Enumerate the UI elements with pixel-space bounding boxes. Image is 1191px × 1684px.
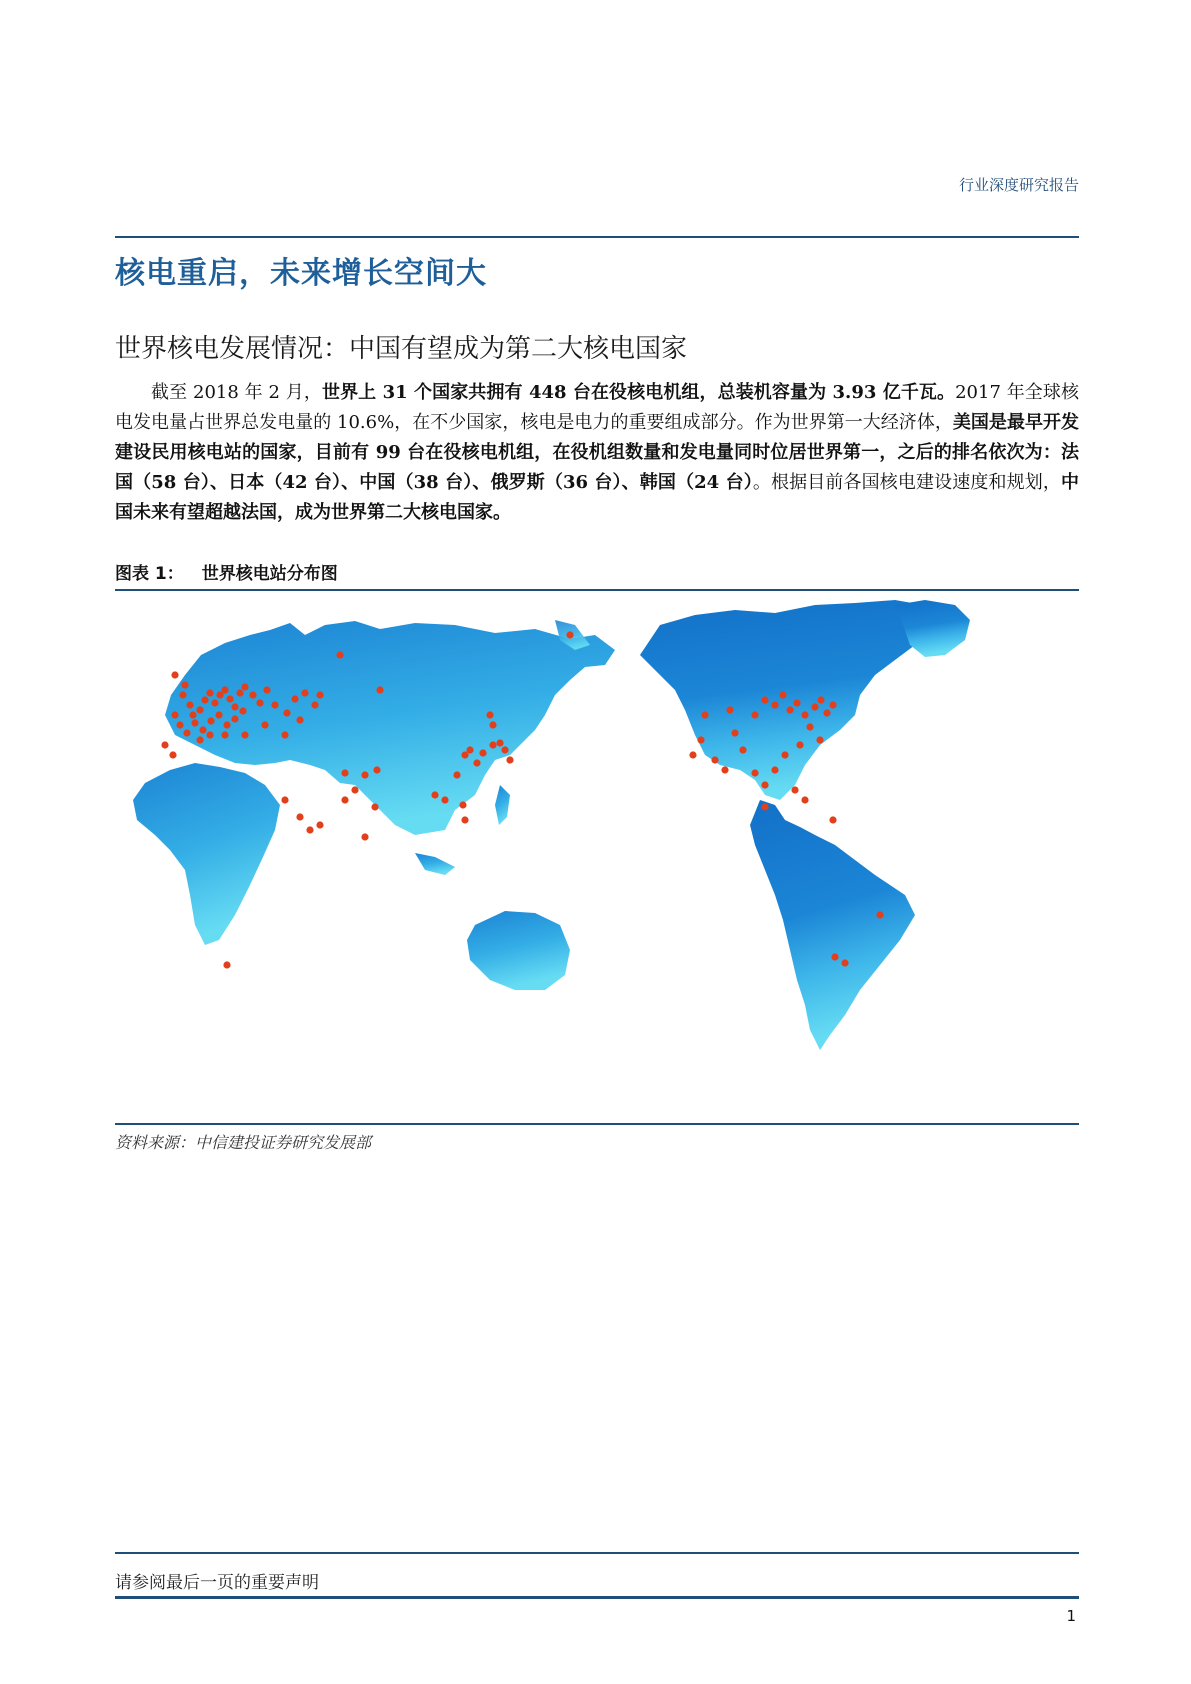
plant-dot: [461, 816, 468, 823]
plant-dot: [479, 749, 486, 756]
plant-dot: [841, 959, 848, 966]
plant-dot: [261, 721, 268, 728]
plant-dot: [761, 696, 768, 703]
plant-dot: [689, 751, 696, 758]
plant-dot: [431, 791, 438, 798]
plant-dot: [781, 751, 788, 758]
plant-dot: [701, 711, 708, 718]
plant-dot: [256, 699, 263, 706]
plant-dot: [249, 691, 256, 698]
plant-dot: [796, 741, 803, 748]
plant-dot: [221, 731, 228, 738]
plant-dot: [817, 696, 824, 703]
plant-dot: [731, 729, 738, 736]
plant-dot: [489, 741, 496, 748]
plant-dot: [316, 691, 323, 698]
plant-dot: [221, 686, 228, 693]
plant-dot: [306, 826, 313, 833]
plant-dot: [196, 706, 203, 713]
plant-dot: [226, 695, 233, 702]
plant-dot: [281, 731, 288, 738]
plant-dot: [179, 691, 186, 698]
figure-source: 资料来源：中信建投证券研究发展部: [115, 1133, 372, 1152]
plant-dot: [361, 833, 368, 840]
plant-dot: [206, 731, 213, 738]
page-number: 1: [1066, 1607, 1076, 1625]
plant-dot: [829, 701, 836, 708]
paragraph-run-5: 中国未来有望超越法国，成为世界第二大核电国家。: [115, 472, 1079, 523]
plant-dot: [296, 716, 303, 723]
plant-dot: [189, 711, 196, 718]
figure-title: 世界核电站分布图: [201, 564, 338, 584]
plant-dot: [786, 706, 793, 713]
plant-dot: [215, 711, 222, 718]
plant-dot: [263, 686, 270, 693]
plant-dot: [761, 781, 768, 788]
plant-dot: [761, 803, 768, 810]
plant-dot: [211, 699, 218, 706]
plant-dot: [361, 771, 368, 778]
plant-dot: [283, 709, 290, 716]
plant-dot: [239, 707, 246, 714]
paragraph-run-1: 世界上 31 个国家共拥有 448 台在役核电机组，总装机容量为 3.93 亿千瓦。: [321, 382, 956, 403]
plant-dot: [751, 711, 758, 718]
plant-dot: [876, 911, 883, 918]
figure-bottom-divider: [115, 1123, 1079, 1125]
plant-dot: [373, 766, 380, 773]
plant-dot: [191, 719, 198, 726]
western-hemisphere: [640, 600, 970, 1050]
plant-dot: [371, 803, 378, 810]
plant-dot: [223, 721, 230, 728]
plant-dot: [236, 689, 243, 696]
plant-dot: [291, 695, 298, 702]
plant-dot: [169, 751, 176, 758]
plant-dot: [751, 769, 758, 776]
plant-dot: [311, 701, 318, 708]
plant-dot: [201, 696, 208, 703]
footer-top-divider: [115, 1552, 1079, 1554]
plant-dot: [771, 701, 778, 708]
plant-dot: [811, 703, 818, 710]
plant-dot: [281, 796, 288, 803]
plant-dot: [186, 701, 193, 708]
plant-dot: [241, 731, 248, 738]
plant-dot: [336, 651, 343, 658]
plant-dot: [566, 631, 573, 638]
plant-dot: [793, 699, 800, 706]
plant-dot: [199, 726, 206, 733]
plant-dot: [496, 739, 503, 746]
plant-dot: [823, 709, 830, 716]
plant-dot: [351, 786, 358, 793]
plant-dot: [726, 706, 733, 713]
plant-dot: [801, 711, 808, 718]
section-title: 核电重启，未来增长空间大: [115, 256, 487, 291]
body-paragraph: [115, 378, 1079, 528]
plant-dot: [171, 711, 178, 718]
plant-dot: [231, 703, 238, 710]
plant-dot: [779, 691, 786, 698]
plant-dot: [376, 686, 383, 693]
plant-dot: [791, 786, 798, 793]
plant-dot: [341, 796, 348, 803]
plant-dot: [231, 715, 238, 722]
plant-dot: [196, 736, 203, 743]
plant-dot: [296, 813, 303, 820]
section-subtitle: 世界核电发展情况：中国有望成为第二大核电国家: [115, 334, 688, 364]
plant-dot: [816, 736, 823, 743]
plant-dot: [271, 701, 278, 708]
plant-dot: [459, 801, 466, 808]
paragraph-run-3: 美国是最早开发建设民用核电站的国家，目前有 99 台在役核电机组，在役机组数量和发电量同时位居世界第一，之后的排名依次为：法国（58 台）、日本（42 台）、中国（38 台）、俄罗斯（36 台）、韩国（24 台）: [115, 412, 1080, 493]
plant-dot: [161, 741, 168, 748]
plant-dot: [171, 671, 178, 678]
plant-dot: [176, 721, 183, 728]
plant-dot: [506, 756, 513, 763]
plant-dot: [697, 736, 704, 743]
plant-dot: [241, 683, 248, 690]
plant-dot: [711, 756, 718, 763]
plant-dot: [489, 721, 496, 728]
plant-dot: [223, 961, 230, 968]
plant-dot: [341, 769, 348, 776]
plant-dot: [466, 746, 473, 753]
paragraph-run-0: 截至 2018 年 2 月，: [151, 382, 322, 403]
footer-bottom-divider: [115, 1596, 1079, 1599]
plant-dot: [301, 689, 308, 696]
plant-dot: [206, 689, 213, 696]
plant-dot: [831, 953, 838, 960]
plant-dot: [207, 717, 214, 724]
paragraph-run-4: 。根据目前各国核电建设速度和规划，: [752, 472, 1061, 493]
figure-caption: [115, 559, 338, 584]
plant-dot: [739, 746, 746, 753]
plant-dot: [316, 821, 323, 828]
report-type-label: 行业深度研究报告: [958, 176, 1079, 194]
plant-dot: [441, 796, 448, 803]
plant-dot: [829, 816, 836, 823]
plant-dot: [501, 746, 508, 753]
figure-number: 图表 1：: [115, 564, 184, 584]
plant-dot: [453, 771, 460, 778]
plant-dot: [486, 711, 493, 718]
plant-dot: [473, 759, 480, 766]
plant-dot: [721, 766, 728, 773]
footer-disclaimer: 请参阅最后一页的重要声明: [115, 1573, 319, 1593]
paragraph-run-2: 2017 年全球核电发电量占世界总发电量的 10.6%，在不少国家，核电是电力的重要组成部分。作为世界第一大经济体，: [115, 382, 1079, 433]
plant-dot: [771, 766, 778, 773]
plant-dot: [806, 723, 813, 730]
plant-dot: [801, 796, 808, 803]
plant-dot: [183, 729, 190, 736]
plant-dot: [181, 681, 188, 688]
header-divider: [115, 236, 1079, 238]
figure-top-divider: [115, 589, 1079, 591]
world-nuclear-map: [115, 595, 1079, 1120]
